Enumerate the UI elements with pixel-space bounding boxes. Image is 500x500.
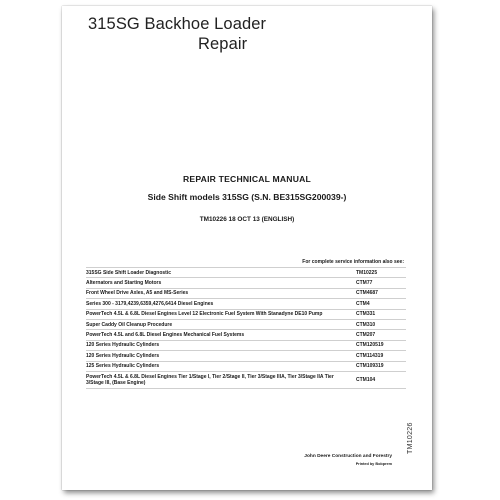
table-row <box>86 319 406 329</box>
manual-tm-line: TM10226 18 OCT 13 (ENGLISH) <box>199 216 295 223</box>
side-document-id: TM10226 <box>407 422 414 454</box>
table-row <box>86 299 406 309</box>
reference-title: 120 Series Hydraulic Cylinders <box>86 340 350 350</box>
reference-code: CTM109319 <box>350 361 406 371</box>
reference-code: CTM310 <box>350 319 406 329</box>
reference-code: CTM207 <box>350 330 406 340</box>
table-row <box>86 371 406 388</box>
reference-code: CTM120519 <box>350 340 406 350</box>
reference-code: TM10225 <box>350 268 406 278</box>
footer-company: John Deere Construction and Forestry <box>304 454 392 459</box>
reference-code: CTM104 <box>350 371 406 388</box>
table-row <box>86 361 406 371</box>
reference-title: Series 300 - 3179,4239,6359,4276,6414 Diesel Engines <box>86 299 350 309</box>
table-row <box>86 351 406 361</box>
reference-title: PowerTech 4.5L & 6.8L Diesel Engines Tier 1/Stage I, Tier 2/Stage II, Tier 3/Stage IIIA, Tier 3/Stage IIA Tier 3/Stage III, (Base Engine) <box>86 371 350 388</box>
reference-code: CTM114319 <box>350 351 406 361</box>
table-row <box>86 278 406 288</box>
reference-title: Alternators and Starting Motors <box>86 278 350 288</box>
reference-code: CTM331 <box>350 309 406 319</box>
reference-title: Super Caddy Oil Cleanup Procedure <box>86 319 350 329</box>
footer-printed-by: Printed by Bobprem <box>355 462 392 466</box>
reference-table <box>86 267 406 389</box>
table-row <box>86 309 406 319</box>
see-also-note: For complete service information also see: <box>302 259 404 265</box>
reference-title: PowerTech 4.5L & 6.8L Diesel Engines Level 12 Electronic Fuel System With Stanadyne DE10 Pump <box>86 309 350 319</box>
reference-title: Front Wheel Drive Axles, A5 and MS-Series <box>86 288 350 298</box>
table-row <box>86 340 406 350</box>
reference-code: CTM4 <box>350 299 406 309</box>
manual-subtitle: Side Shift models 315SG (S.N. BE315SG200039-) <box>147 192 347 202</box>
table-row <box>86 288 406 298</box>
reference-title: 315SG Side Shift Loader Diagnostic <box>86 268 350 278</box>
reference-title: 125 Series Hydraulic Cylinders <box>86 361 350 371</box>
reference-title: PowerTech 4.5L and 6.8L Diesel Engines Mechanical Fuel Systems <box>86 330 350 340</box>
table-row <box>86 330 406 340</box>
reference-code: CTM4687 <box>350 288 406 298</box>
cover-title <box>88 14 266 54</box>
cover-title-line2: Repair <box>198 35 248 53</box>
manual-cover-page <box>62 6 432 490</box>
manual-type-heading: REPAIR TECHNICAL MANUAL <box>183 174 311 184</box>
table-row <box>86 268 406 278</box>
reference-title: 120 Series Hydraulic Cylinders <box>86 351 350 361</box>
reference-code: CTM77 <box>350 278 406 288</box>
cover-title-line1: 315SG Backhoe Loader <box>88 15 267 33</box>
